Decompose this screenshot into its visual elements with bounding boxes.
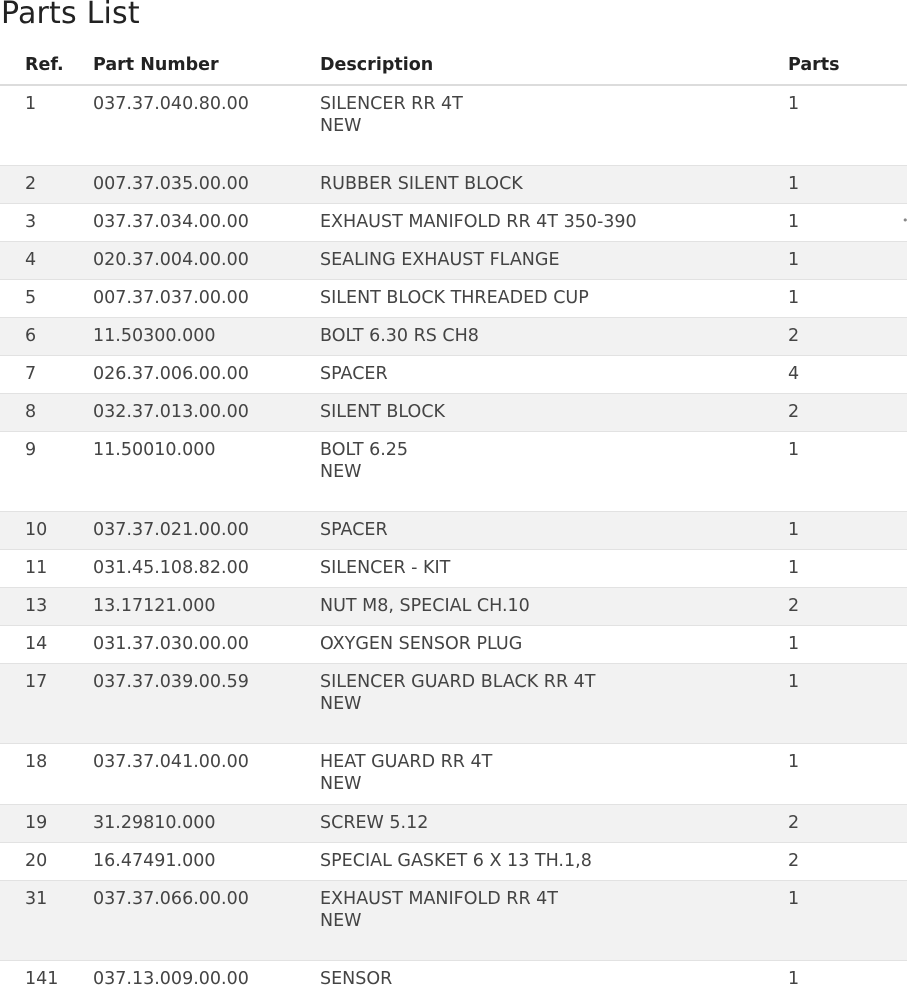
cell-part-number xyxy=(93,550,320,588)
cell-parts xyxy=(788,588,907,626)
cell-part-number-text: 032.37.013.00.00 xyxy=(93,402,249,422)
cell-description-text: BOLT 6.30 RS CH8 xyxy=(320,326,479,346)
cell-description xyxy=(320,356,788,394)
cell-ref-text: 13 xyxy=(25,596,48,616)
cell-description xyxy=(320,85,788,166)
table-row xyxy=(0,744,907,805)
cell-parts-text: 2 xyxy=(788,596,800,616)
cell-ref xyxy=(0,588,93,626)
cell-parts xyxy=(788,394,907,432)
cell-part-number xyxy=(93,664,320,744)
cell-parts-text: 1 xyxy=(788,889,800,909)
cell-parts xyxy=(788,961,907,999)
cell-parts-text: 2 xyxy=(788,813,800,833)
cell-part-number xyxy=(93,881,320,961)
cell-description-text: RUBBER SILENT BLOCK xyxy=(320,174,523,194)
page-title: Parts List xyxy=(1,0,140,31)
table-row xyxy=(0,356,907,394)
cell-parts xyxy=(788,744,907,805)
cell-parts xyxy=(788,166,907,204)
cell-description xyxy=(320,432,788,512)
cell-description-text: SPECIAL GASKET 6 X 13 TH.1,8 xyxy=(320,851,592,871)
cell-ref-text: 31 xyxy=(25,889,48,909)
table-row xyxy=(0,85,907,166)
cell-ref-text: 2 xyxy=(25,174,37,194)
cell-description xyxy=(320,961,788,999)
cell-part-number-text: 026.37.006.00.00 xyxy=(93,364,249,384)
cell-part-number-text: 037.13.009.00.00 xyxy=(93,969,249,989)
cell-ref-text: 3 xyxy=(25,212,37,232)
new-badge: NEW xyxy=(320,116,362,136)
cell-description-text: BOLT 6.25 xyxy=(320,440,409,460)
cell-description xyxy=(320,626,788,664)
cell-ref xyxy=(0,166,93,204)
table-row xyxy=(0,242,907,280)
cell-part-number-text: 037.37.040.80.00 xyxy=(93,94,249,114)
cell-parts xyxy=(788,356,907,394)
cell-part-number-text: 031.45.108.82.00 xyxy=(93,558,249,578)
cell-description-text: SILENCER GUARD BLACK RR 4T xyxy=(320,672,596,692)
cell-ref-text: 6 xyxy=(25,326,37,346)
cell-parts-text: 2 xyxy=(788,851,800,871)
cell-parts xyxy=(788,626,907,664)
table-row xyxy=(0,432,907,512)
parts-table-header xyxy=(0,46,907,85)
cell-parts-text: 4 xyxy=(788,364,800,384)
cell-description-text: EXHAUST MANIFOLD RR 4T xyxy=(320,889,559,909)
cell-ref xyxy=(0,550,93,588)
cell-part-number xyxy=(93,166,320,204)
header-part-number: Part Number xyxy=(93,46,320,85)
cell-ref xyxy=(0,432,93,512)
cell-description-text: SILENT BLOCK THREADED CUP xyxy=(320,288,589,308)
cell-ref-text: 14 xyxy=(25,634,48,654)
cell-parts-text: 1 xyxy=(788,969,800,989)
cell-parts xyxy=(788,85,907,166)
cell-ref xyxy=(0,242,93,280)
new-badge: NEW xyxy=(320,911,362,931)
parts-table xyxy=(0,46,907,998)
cell-ref-text: 4 xyxy=(25,250,37,270)
cell-ref xyxy=(0,356,93,394)
cell-description-text: EXHAUST MANIFOLD RR 4T 350-390 xyxy=(320,212,637,232)
cell-description-text: SEALING EXHAUST FLANGE xyxy=(320,250,560,270)
cell-ref-text: 5 xyxy=(25,288,37,308)
table-row xyxy=(0,166,907,204)
table-row xyxy=(0,805,907,843)
cell-description-text: SPACER xyxy=(320,520,388,540)
cell-part-number-text: 031.37.030.00.00 xyxy=(93,634,249,654)
header-row xyxy=(0,46,907,85)
new-badge: NEW xyxy=(320,694,362,714)
cell-ref-text: 141 xyxy=(25,969,59,989)
cell-parts xyxy=(788,664,907,744)
cell-description xyxy=(320,843,788,881)
cell-part-number xyxy=(93,843,320,881)
cell-part-number xyxy=(93,242,320,280)
cell-ref-text: 7 xyxy=(25,364,37,384)
cell-part-number-text: 037.37.034.00.00 xyxy=(93,212,249,232)
cell-ref xyxy=(0,85,93,166)
table-row xyxy=(0,280,907,318)
cell-part-number-text: 037.37.041.00.00 xyxy=(93,752,249,772)
cell-ref xyxy=(0,805,93,843)
header-parts: Parts xyxy=(788,46,907,85)
cell-description xyxy=(320,166,788,204)
cell-part-number-text: 037.37.066.00.00 xyxy=(93,889,249,909)
cell-ref xyxy=(0,744,93,805)
cell-parts xyxy=(788,881,907,961)
header-description: Description xyxy=(320,46,788,85)
cell-parts-text: 1 xyxy=(788,440,800,460)
cell-part-number-text: 020.37.004.00.00 xyxy=(93,250,249,270)
cell-parts-text: 1 xyxy=(788,212,800,232)
cell-description xyxy=(320,805,788,843)
cell-part-number xyxy=(93,961,320,999)
cell-description-text: HEAT GUARD RR 4T xyxy=(320,752,493,772)
table-row xyxy=(0,881,907,961)
cell-parts xyxy=(788,280,907,318)
cell-ref xyxy=(0,204,93,242)
cell-ref xyxy=(0,318,93,356)
cell-description-text: SILENCER RR 4T xyxy=(320,94,463,114)
new-badge: NEW xyxy=(320,462,362,482)
scroll-marker: • xyxy=(902,214,909,227)
cell-parts-text: 1 xyxy=(788,752,800,772)
cell-part-number-text: 11.50010.000 xyxy=(93,440,216,460)
cell-description xyxy=(320,881,788,961)
new-badge: NEW xyxy=(320,774,362,794)
cell-ref-text: 10 xyxy=(25,520,48,540)
cell-part-number xyxy=(93,204,320,242)
cell-ref xyxy=(0,394,93,432)
cell-parts xyxy=(788,512,907,550)
table-row xyxy=(0,664,907,744)
cell-description-text: OXYGEN SENSOR PLUG xyxy=(320,634,523,654)
cell-parts xyxy=(788,318,907,356)
cell-parts-text: 2 xyxy=(788,402,800,422)
cell-description xyxy=(320,664,788,744)
cell-part-number-text: 16.47491.000 xyxy=(93,851,216,871)
cell-part-number xyxy=(93,280,320,318)
cell-ref-text: 11 xyxy=(25,558,48,578)
cell-part-number-text: 037.37.021.00.00 xyxy=(93,520,249,540)
cell-description xyxy=(320,204,788,242)
table-row xyxy=(0,550,907,588)
cell-parts xyxy=(788,204,907,242)
cell-description-text: SILENT BLOCK xyxy=(320,402,446,422)
table-row xyxy=(0,843,907,881)
cell-ref xyxy=(0,664,93,744)
table-row xyxy=(0,961,907,999)
cell-part-number-text: 11.50300.000 xyxy=(93,326,216,346)
cell-parts-text: 1 xyxy=(788,94,800,114)
cell-ref xyxy=(0,512,93,550)
cell-ref-text: 1 xyxy=(25,94,37,114)
table-row xyxy=(0,394,907,432)
cell-ref xyxy=(0,626,93,664)
cell-part-number xyxy=(93,744,320,805)
cell-ref-text: 20 xyxy=(25,851,48,871)
cell-part-number xyxy=(93,394,320,432)
cell-parts-text: 1 xyxy=(788,634,800,654)
cell-ref-text: 18 xyxy=(25,752,48,772)
table-row xyxy=(0,318,907,356)
cell-parts-text: 1 xyxy=(788,672,800,692)
cell-part-number xyxy=(93,588,320,626)
cell-description xyxy=(320,242,788,280)
cell-part-number xyxy=(93,805,320,843)
cell-description-text: SILENCER - KIT xyxy=(320,558,451,578)
table-row xyxy=(0,588,907,626)
cell-description xyxy=(320,280,788,318)
cell-parts-text: 2 xyxy=(788,326,800,346)
cell-ref xyxy=(0,881,93,961)
cell-part-number-text: 13.17121.000 xyxy=(93,596,216,616)
cell-parts xyxy=(788,432,907,512)
cell-parts-text: 1 xyxy=(788,558,800,578)
table-row xyxy=(0,204,907,242)
cell-description-text: SENSOR xyxy=(320,969,393,989)
cell-part-number xyxy=(93,356,320,394)
cell-part-number-text: 007.37.037.00.00 xyxy=(93,288,249,308)
cell-description xyxy=(320,512,788,550)
cell-part-number-text: 037.37.039.00.59 xyxy=(93,672,249,692)
cell-part-number xyxy=(93,626,320,664)
cell-ref-text: 17 xyxy=(25,672,48,692)
cell-part-number xyxy=(93,85,320,166)
cell-description xyxy=(320,588,788,626)
cell-part-number xyxy=(93,512,320,550)
table-row xyxy=(0,626,907,664)
cell-parts-text: 1 xyxy=(788,288,800,308)
cell-parts xyxy=(788,805,907,843)
cell-parts-text: 1 xyxy=(788,520,800,540)
cell-description-text: NUT M8, SPECIAL CH.10 xyxy=(320,596,530,616)
cell-parts-text: 1 xyxy=(788,174,800,194)
cell-description xyxy=(320,394,788,432)
cell-parts xyxy=(788,843,907,881)
cell-ref-text: 19 xyxy=(25,813,48,833)
cell-parts-text: 1 xyxy=(788,250,800,270)
cell-part-number-text: 007.37.035.00.00 xyxy=(93,174,249,194)
parts-table-body xyxy=(0,85,907,998)
cell-description xyxy=(320,550,788,588)
cell-description-text: SPACER xyxy=(320,364,388,384)
cell-part-number-text: 31.29810.000 xyxy=(93,813,216,833)
cell-ref-text: 8 xyxy=(25,402,37,422)
cell-description xyxy=(320,318,788,356)
cell-parts xyxy=(788,550,907,588)
cell-ref xyxy=(0,961,93,999)
cell-description xyxy=(320,744,788,805)
header-ref: Ref. xyxy=(0,46,93,85)
table-row xyxy=(0,512,907,550)
cell-ref-text: 9 xyxy=(25,440,37,460)
cell-part-number xyxy=(93,432,320,512)
cell-part-number xyxy=(93,318,320,356)
cell-description-text: SCREW 5.12 xyxy=(320,813,429,833)
cell-ref xyxy=(0,843,93,881)
cell-ref xyxy=(0,280,93,318)
cell-parts xyxy=(788,242,907,280)
